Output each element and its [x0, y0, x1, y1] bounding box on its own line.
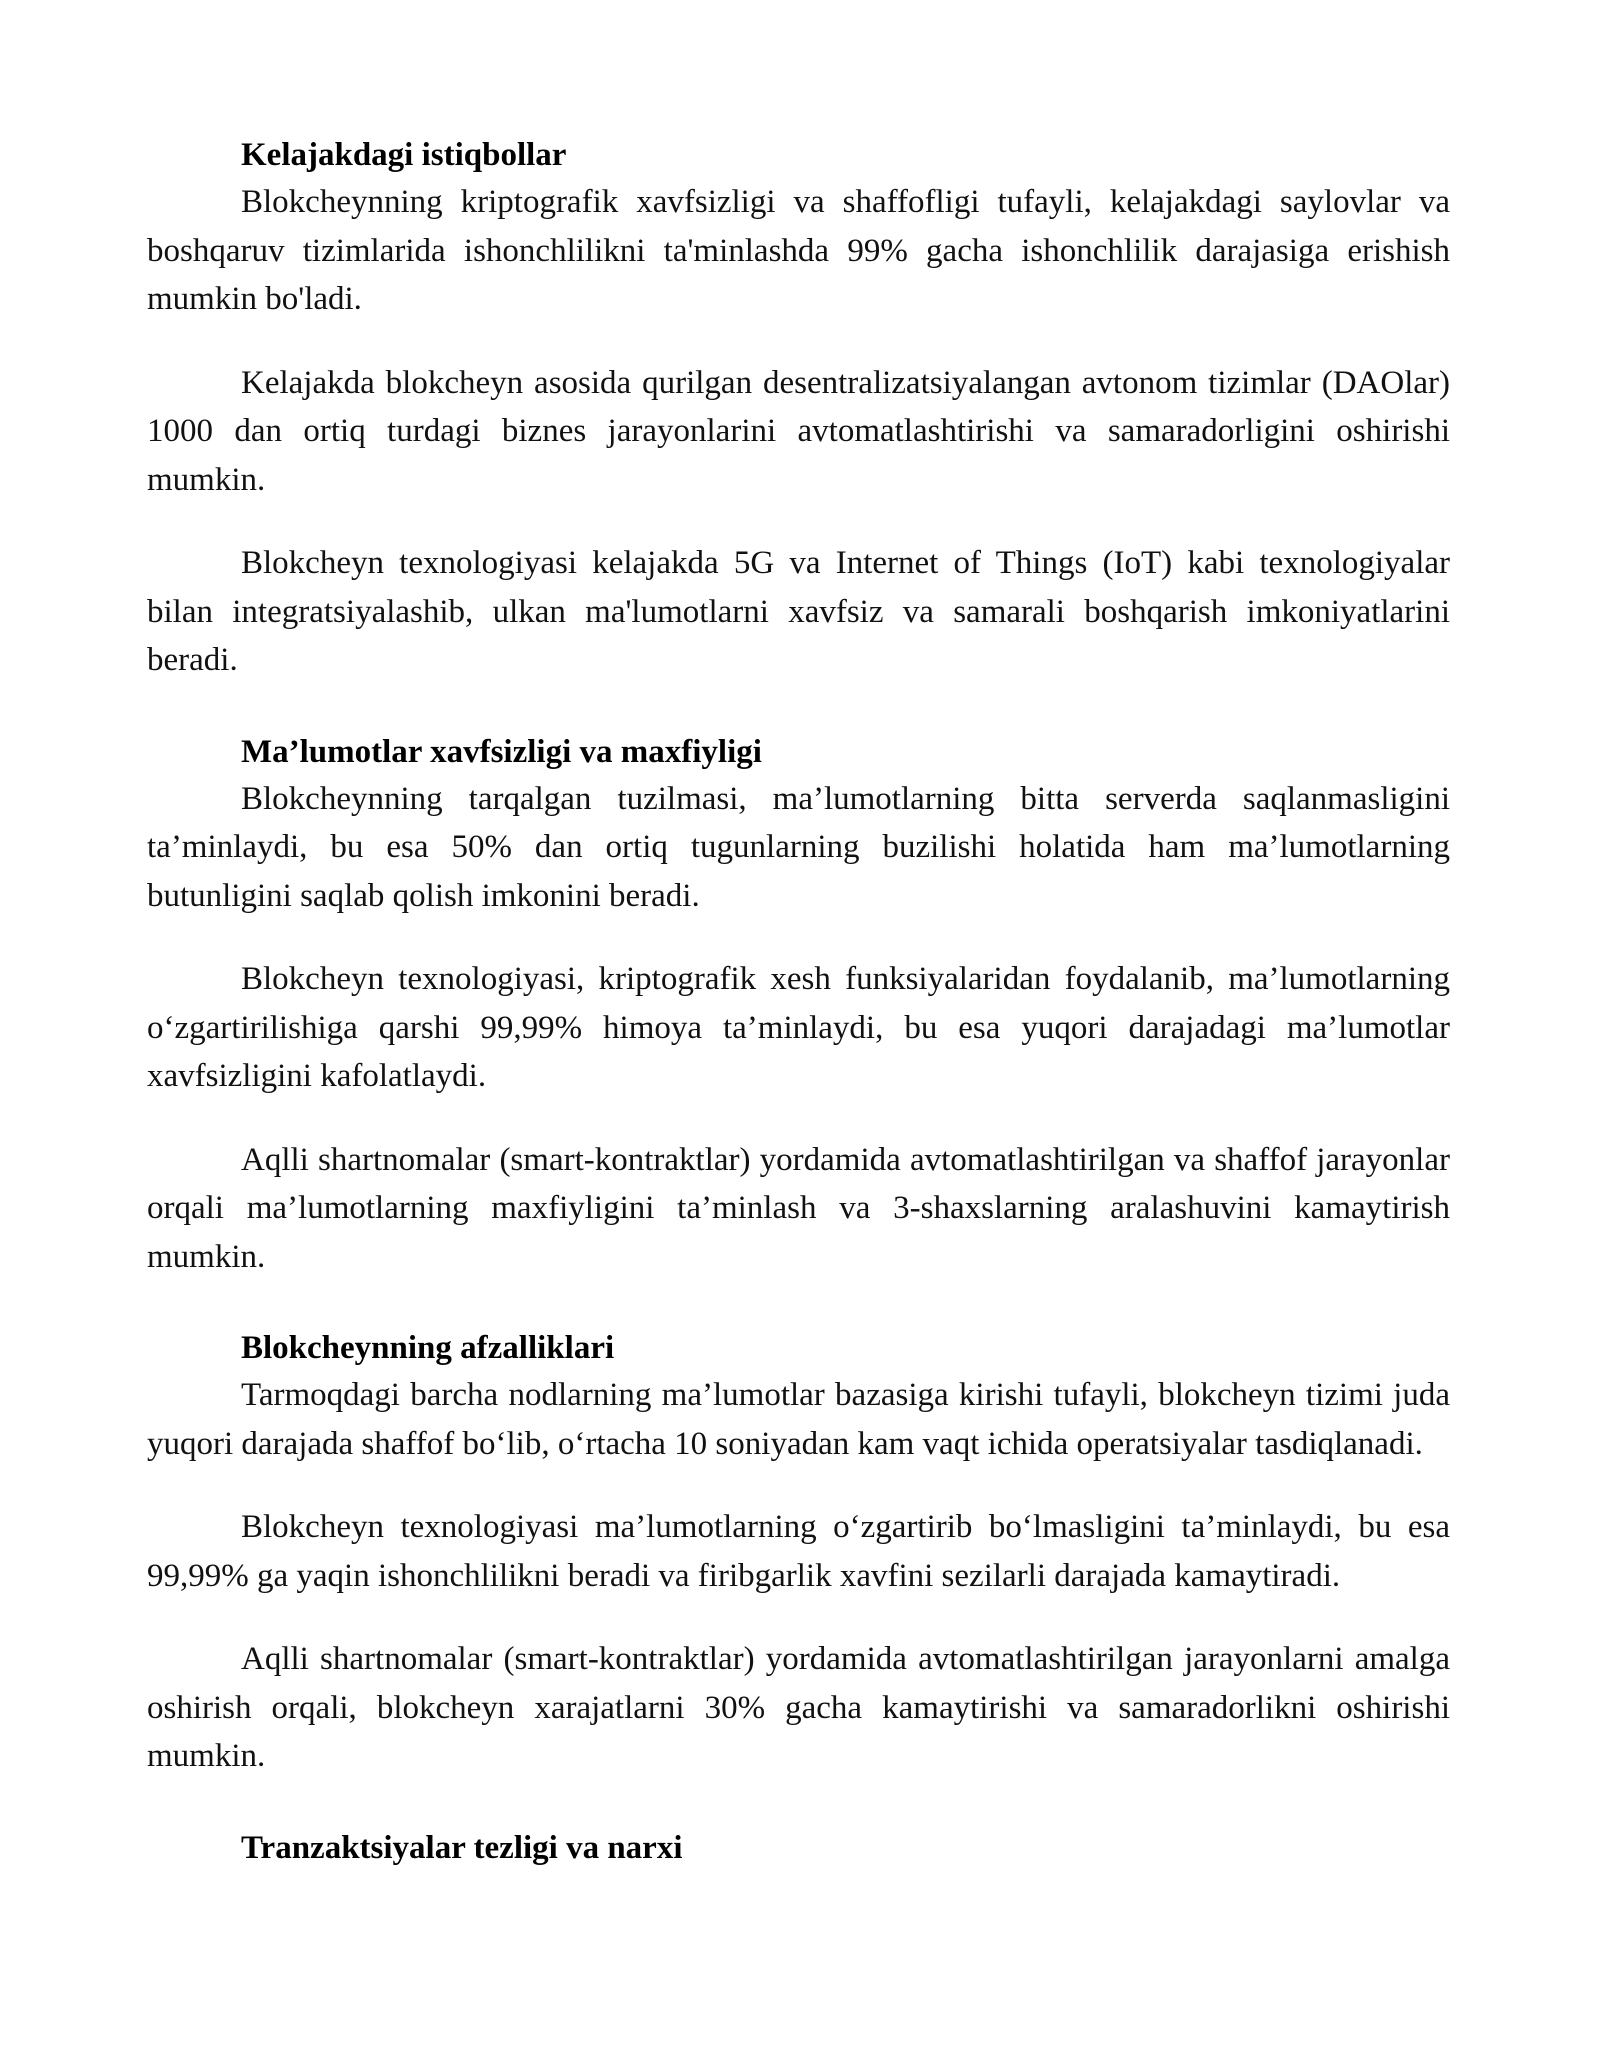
section-heading: Blokcheynning afzalliklari: [241, 1330, 615, 1366]
document-body: [147, 132, 1450, 1871]
section-malumotlar-xavfsizligi: [147, 729, 1450, 1282]
section-heading: Ma’lumotlar xavfsizligi va maxfiyligi: [241, 733, 762, 770]
paragraph: Aqlli shartnomalar (smart-kontraktlar) yordamida avtomatlashtirilgan jarayonlarni amalga oshirish orqali, blokcheyn xarajatlarni 30% gacha kamaytirishi va samaradorlikni oshirishi mumkin.: [147, 1641, 1450, 1774]
paragraph: Aqlli shartnomalar (smart-kontraktlar) yordamida avtomatlashtirilgan va shaffof jarayonlar orqali ma’lumotlarning maxfiyligini ta’minlash va 3-shaxslarning aralashuvini kamaytirish mumkin.: [147, 1141, 1450, 1275]
section-kelajakdagi-istiqbollar: [147, 132, 1450, 685]
section-blokcheynning-afzalliklari: [147, 1325, 1450, 1781]
paragraph: Blokcheynning kriptografik xavfsizligi va shaffofligi tufayli, kelajakdagi saylovlar va boshqaruv tizimlarida ishonchlilikni ta'minlashda 99% gacha ishonchlilik darajasiga erishish mumkin bo'ladi.: [147, 184, 1450, 317]
section-heading-tranzaktsiyalar: Tranzaktsiyalar tezligi va narxi: [241, 1829, 683, 1866]
paragraph: Blokcheynning tarqalgan tuzilmasi, ma’lumotlarning bitta serverda saqlanmasligini ta’minlaydi, bu esa 50% dan ortiq tugunlarning buzilishi holatida ham ma’lumotlarning butunligini saqlab qolish imkonini beradi.: [147, 780, 1450, 914]
section-heading: Kelajakdagi istiqbollar: [241, 137, 567, 173]
paragraph: Kelajakda blokcheyn asosida qurilgan desentralizatsiyalangan avtonom tizimlar (DAOlar) 1000 dan ortiq turdagi biznes jarayonlarini avtomatlashtirishi va samaradorligini oshirishi mumkin.: [147, 364, 1450, 498]
paragraph: Tarmoqdagi barcha nodlarning ma’lumotlar bazasiga kirishi tufayli, blokcheyn tizimi juda yuqori darajada shaffof boʻlib, oʻrtacha 10 soniyadan kam vaqt ichida operatsiyalar tasdiqlanadi.: [147, 1377, 1450, 1462]
paragraph: Blokcheyn texnologiyasi kelajakda 5G va Internet of Things (IoT) kabi texnologiyalar bilan integratsiyalashib, ulkan ma'lumotlarni xavfsiz va samarali boshqarish imkoniyatlarini beradi.: [147, 545, 1450, 678]
paragraph: Blokcheyn texnologiyasi ma’lumotlarning oʻzgartirib boʻlmasligini ta’minlaydi, bu esa 99,99% ga yaqin ishonchlilikni beradi va firibgarlik xavfini sezilarli darajada kamaytiradi.: [147, 1509, 1450, 1594]
paragraph: Blokcheyn texnologiyasi, kriptografik xesh funksiyalaridan foydalanib, ma’lumotlarning oʻzgartirilishiga qarshi 99,99% himoya ta’minlaydi, bu esa yuqori darajadagi ma’lumotlar xavfsizligini kafolatlaydi.: [147, 961, 1450, 1094]
